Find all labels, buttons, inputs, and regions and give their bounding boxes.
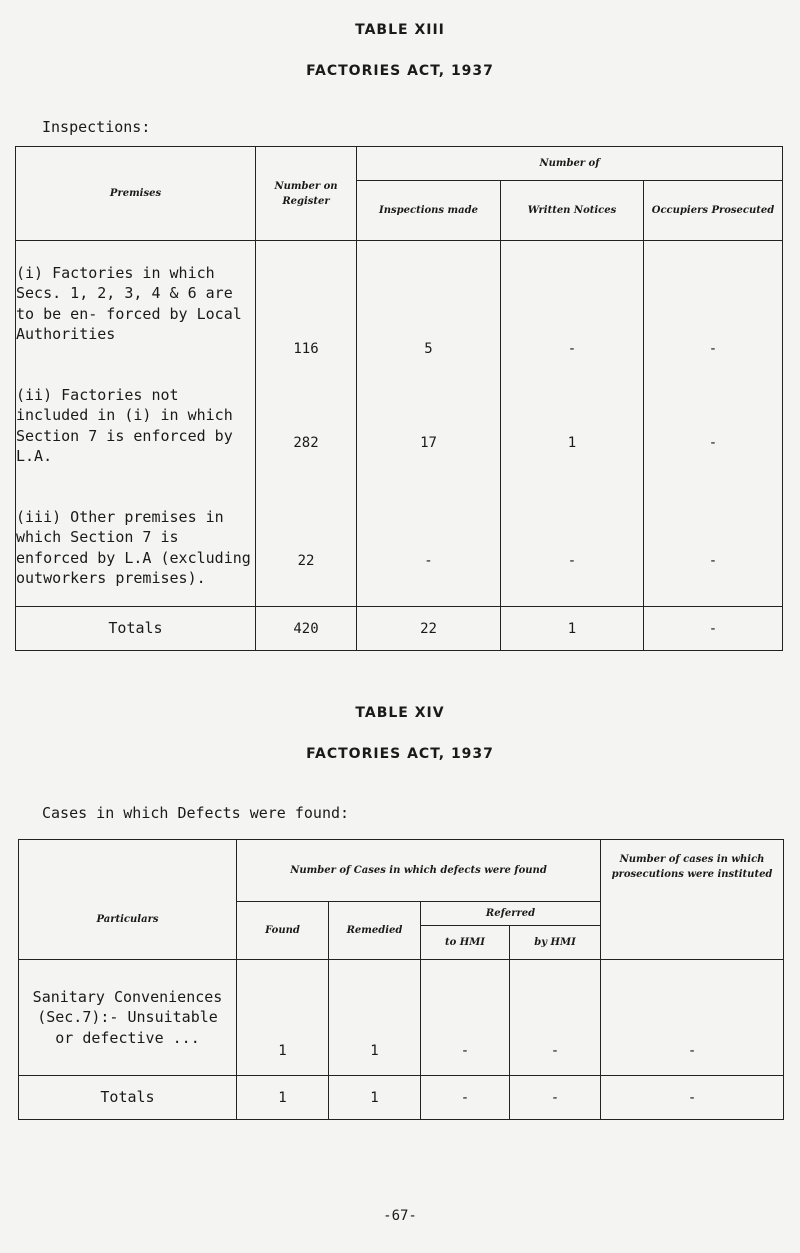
premises-item-ii: (ii) Factories not included in (i) in which Section 7 is enforced by L.A.: [16, 386, 233, 465]
totals-prosecutions: -: [601, 1076, 784, 1120]
defect-by-hmi: -: [510, 960, 601, 1076]
register-column: [256, 241, 357, 607]
inspections-value-iii: -: [424, 553, 433, 569]
totals-prosecuted: -: [644, 607, 783, 651]
register-value-iii: 22: [297, 553, 315, 569]
inspections-value-i: 5: [424, 341, 433, 357]
table14-subtitle: FACTORIES ACT, 1937: [306, 746, 494, 762]
table13-section-label: Inspections:: [42, 118, 151, 136]
header-referred: Referred: [421, 902, 601, 926]
prosecuted-value-iii: -: [708, 553, 718, 569]
defect-to-hmi: -: [421, 960, 510, 1076]
totals-label: Totals: [19, 1076, 237, 1120]
notices-value-iii: -: [567, 553, 577, 569]
header-remedied: Remedied: [329, 902, 421, 960]
register-value-i: 116: [293, 341, 319, 357]
prosecuted-column: [644, 241, 783, 607]
register-value-ii: 282: [293, 435, 319, 451]
defect-remedied: 1: [329, 960, 421, 1076]
premises-item-iii: (iii) Other premises in which Section 7 is enforced by L.A (excluding outworkers premises).: [16, 508, 251, 587]
table14-title: TABLE XIV: [355, 705, 445, 721]
header-prosecutions: Number of cases in which prosecutions were instituted: [601, 840, 784, 960]
totals-label: Totals: [16, 607, 256, 651]
prosecuted-value-i: -: [708, 341, 718, 357]
notices-column: [501, 241, 644, 607]
prosecuted-value-ii: -: [708, 435, 718, 451]
totals-found: 1: [237, 1076, 329, 1120]
inspections-table: [15, 146, 783, 651]
notices-value-ii: 1: [567, 435, 577, 451]
header-written-notices: Written Notices: [501, 181, 644, 241]
header-by-hmi: by HMI: [510, 926, 601, 960]
inspections-column: [357, 241, 501, 607]
totals-inspections: 22: [357, 607, 501, 651]
defect-prosecutions: -: [601, 960, 784, 1076]
totals-row: [19, 1076, 784, 1120]
totals-notices: 1: [501, 607, 644, 651]
totals-remedied: 1: [329, 1076, 421, 1120]
inspections-value-ii: 17: [420, 435, 437, 451]
header-premises: Premises: [16, 147, 256, 241]
header-cases-found: Number of Cases in which defects were found: [237, 840, 601, 902]
header-found: Found: [237, 902, 329, 960]
particulars-sanitary: Sanitary Conveniences (Sec.7):- Unsuitable or defective ...: [19, 960, 237, 1076]
premises-item-i: (i) Factories in which Secs. 1, 2, 3, 4 & 6 are to be en- forced by Local Authorities: [16, 264, 242, 343]
header-occupiers-prosecuted: Occupiers Prosecuted: [644, 181, 783, 241]
defect-found: 1: [237, 960, 329, 1076]
notices-value-i: -: [567, 341, 577, 357]
totals-by-hmi: -: [510, 1076, 601, 1120]
totals-to-hmi: -: [421, 1076, 510, 1120]
totals-register: 420: [256, 607, 357, 651]
header-number-on-register: Number on Register: [256, 147, 357, 241]
table14-section-label: Cases in which Defects were found:: [42, 804, 350, 822]
header-number-of: Number of: [357, 147, 783, 181]
header-to-hmi: to HMI: [421, 926, 510, 960]
totals-row: [16, 607, 783, 651]
table13-title: TABLE XIII: [355, 22, 445, 38]
table-row-premises: [16, 241, 783, 607]
premises-list: [16, 241, 256, 607]
header-inspections-made: Inspections made: [357, 181, 501, 241]
table-row-defect: [19, 960, 784, 1076]
defects-table: [18, 839, 784, 1120]
header-particulars: Particulars: [19, 840, 237, 960]
table13-subtitle: FACTORIES ACT, 1937: [306, 63, 494, 79]
page-number: -67-: [383, 1208, 417, 1224]
